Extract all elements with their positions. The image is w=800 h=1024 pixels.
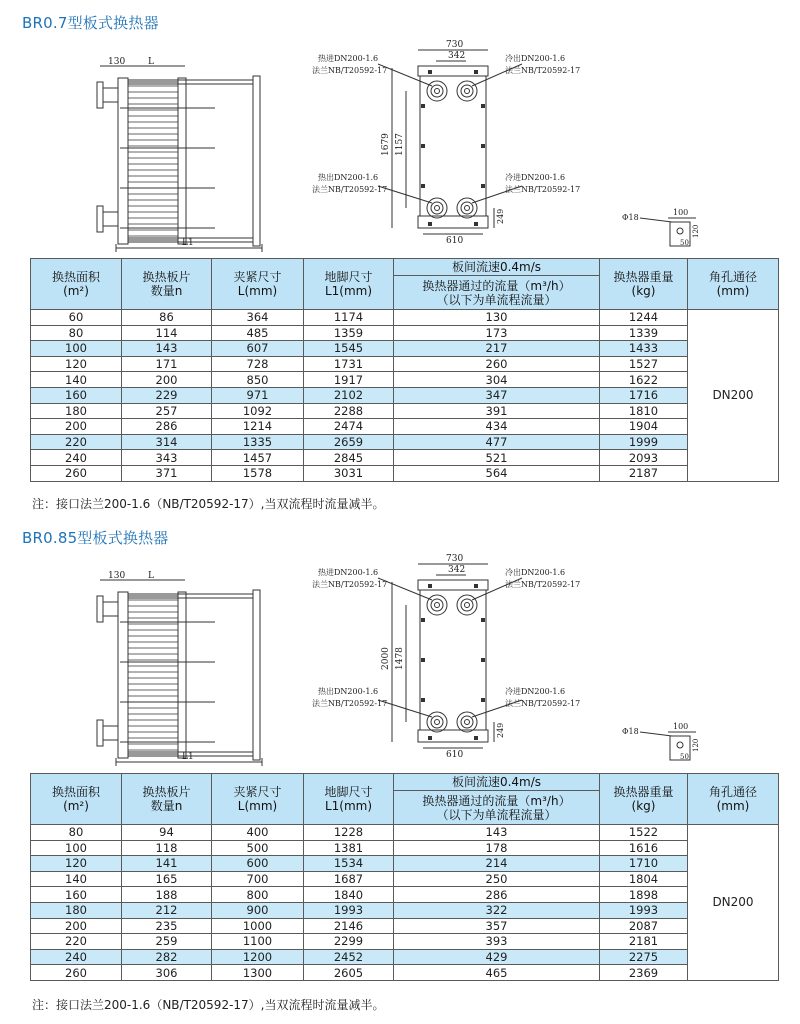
- cell-weight: 1904: [600, 419, 688, 435]
- header-weight: 换热器重量 (kg): [600, 259, 688, 310]
- label-hot-out-flange: 法兰NB/T20592-17: [312, 699, 388, 708]
- label-cold-in: 冷进DN200-1.6: [505, 687, 566, 696]
- cell-weight: 1993: [600, 902, 688, 918]
- table-row: [31, 356, 779, 372]
- cell-plates: 171: [122, 356, 212, 372]
- dim-L1: L1: [182, 752, 194, 762]
- cell-foot: 1840: [304, 887, 394, 903]
- cell-flow: 304: [394, 372, 600, 388]
- cell-weight: 1710: [600, 856, 688, 872]
- footnote-br085: 注：接口法兰200-1.6（NB/T20592-17）,当双流程时流量减半。: [32, 998, 385, 1012]
- label-cold-in-flange: 法兰NB/T20592-17: [505, 185, 581, 194]
- cell-plates: 118: [122, 840, 212, 856]
- section-title-br07: BR0.7型板式换热器: [22, 14, 159, 32]
- cell-clamp: 1092: [212, 403, 304, 419]
- cell-plates: 286: [122, 419, 212, 435]
- cell-flow: 429: [394, 949, 600, 965]
- table-row: [31, 887, 779, 903]
- cell-clamp: 971: [212, 387, 304, 403]
- cell-foot: 1381: [304, 840, 394, 856]
- table-row: [31, 840, 779, 856]
- label-hot-in: 热进DN200-1.6: [318, 54, 379, 63]
- label-hot-in: 热进DN200-1.6: [318, 568, 379, 577]
- cell-area: 200: [31, 419, 122, 435]
- cell-weight: 2275: [600, 949, 688, 965]
- cell-area: 80: [31, 325, 122, 341]
- table-row: [31, 918, 779, 934]
- cell-weight: 1244: [600, 310, 688, 326]
- cell-flow: 130: [394, 310, 600, 326]
- dim-730: 730: [446, 40, 464, 50]
- cell-clamp: 1578: [212, 465, 304, 481]
- cell-flow: 250: [394, 871, 600, 887]
- cell-clamp: 607: [212, 341, 304, 357]
- dim-L: L: [148, 57, 154, 67]
- header-area: 换热面积 (m²): [31, 259, 122, 310]
- dim-50: 50: [680, 239, 689, 247]
- cell-area: 140: [31, 372, 122, 388]
- cell-clamp: 1300: [212, 965, 304, 981]
- cell-area: 180: [31, 902, 122, 918]
- cell-flow: 477: [394, 434, 600, 450]
- cell-plates: 343: [122, 450, 212, 466]
- cell-weight: 1522: [600, 825, 688, 841]
- dim-L: L: [148, 571, 154, 581]
- side-view: [97, 571, 262, 766]
- cell-foot: 1993: [304, 902, 394, 918]
- dim-50: 50: [680, 753, 689, 761]
- cell-plates: 235: [122, 918, 212, 934]
- cell-area: 80: [31, 825, 122, 841]
- cell-clamp: 728: [212, 356, 304, 372]
- header-foot: 地脚尺寸 L1(mm): [304, 774, 394, 825]
- label-hot-out: 热出DN200-1.6: [318, 687, 379, 696]
- cell-weight: 2187: [600, 465, 688, 481]
- table-row: [31, 434, 779, 450]
- dim-610: 610: [446, 750, 464, 760]
- label-cold-out-flange: 法兰NB/T20592-17: [505, 580, 581, 589]
- dim-phi18: Φ18: [622, 727, 639, 736]
- cell-foot: 1534: [304, 856, 394, 872]
- cell-flow: 465: [394, 965, 600, 981]
- dim-249: 249: [496, 722, 505, 738]
- label-hot-in-flange: 法兰NB/T20592-17: [312, 66, 388, 75]
- cell-plates: 314: [122, 434, 212, 450]
- header-clamp: 夹紧尺寸 L(mm): [212, 259, 304, 310]
- header-flow: 换热器通过的流量（m³/h） （以下为单流程流量）: [394, 791, 600, 825]
- label-cold-in-flange: 法兰NB/T20592-17: [505, 699, 581, 708]
- spec-table-br085: [30, 773, 779, 981]
- dim-100: 100: [673, 208, 689, 217]
- cell-clamp: 700: [212, 871, 304, 887]
- header-plates: 换热板片 数量n: [122, 774, 212, 825]
- foot-detail: [622, 722, 700, 761]
- cell-plates: 282: [122, 949, 212, 965]
- dim-L1: L1: [182, 238, 194, 248]
- dim-249: 249: [496, 208, 505, 224]
- header-clamp: 夹紧尺寸 L(mm): [212, 774, 304, 825]
- cell-flow: 217: [394, 341, 600, 357]
- dim-130: 130: [108, 571, 126, 581]
- table-row: [31, 465, 779, 481]
- cell-foot: 1174: [304, 310, 394, 326]
- cell-foot: 2659: [304, 434, 394, 450]
- cell-foot: 1228: [304, 825, 394, 841]
- label-hot-out: 热出DN200-1.6: [318, 173, 379, 182]
- header-plates: 换热板片 数量n: [122, 259, 212, 310]
- cell-weight: 2093: [600, 450, 688, 466]
- table-row: [31, 450, 779, 466]
- cell-weight: 1527: [600, 356, 688, 372]
- drawing-br085: [0, 550, 800, 772]
- cell-foot: 2845: [304, 450, 394, 466]
- cell-flow: 521: [394, 450, 600, 466]
- cell-weight: 1804: [600, 871, 688, 887]
- cell-foot: 2102: [304, 387, 394, 403]
- front-view: [378, 554, 522, 760]
- cell-clamp: 1335: [212, 434, 304, 450]
- drawing-br07: [0, 36, 800, 258]
- cell-clamp: 485: [212, 325, 304, 341]
- dim-1478: 1478: [395, 647, 405, 670]
- spec-table-br07: [30, 258, 779, 482]
- cell-foot: 1731: [304, 356, 394, 372]
- dim-342: 342: [448, 51, 466, 61]
- cell-area: 100: [31, 341, 122, 357]
- table-row: [31, 934, 779, 950]
- cell-flow: 322: [394, 902, 600, 918]
- table-body: [31, 825, 779, 981]
- label-cold-in: 冷进DN200-1.6: [505, 173, 566, 182]
- table-row: [31, 341, 779, 357]
- footnote-br07: 注：接口法兰200-1.6（NB/T20592-17）,当双流程时流量减半。: [32, 497, 385, 511]
- cell-foot: 2605: [304, 965, 394, 981]
- cell-area: 200: [31, 918, 122, 934]
- cell-plates: 229: [122, 387, 212, 403]
- cell-weight: 1999: [600, 434, 688, 450]
- dim-2000: 2000: [381, 647, 391, 670]
- cell-area: 240: [31, 450, 122, 466]
- cell-foot: 3031: [304, 465, 394, 481]
- header-port: 角孔通径 (mm): [688, 259, 779, 310]
- foot-detail: [622, 208, 700, 247]
- table-row: [31, 387, 779, 403]
- cell-weight: 2181: [600, 934, 688, 950]
- cell-port-dn: DN200: [688, 825, 779, 981]
- cell-flow: 260: [394, 356, 600, 372]
- label-cold-out: 冷出DN200-1.6: [505, 568, 566, 577]
- dim-120: 120: [692, 224, 700, 238]
- cell-clamp: 1000: [212, 918, 304, 934]
- label-hot-in-flange: 法兰NB/T20592-17: [312, 580, 388, 589]
- table-row: [31, 902, 779, 918]
- table-row: [31, 871, 779, 887]
- cell-foot: 1545: [304, 341, 394, 357]
- cell-area: 220: [31, 434, 122, 450]
- cell-clamp: 1100: [212, 934, 304, 950]
- cell-flow: 173: [394, 325, 600, 341]
- cell-flow: 143: [394, 825, 600, 841]
- cell-clamp: 1214: [212, 419, 304, 435]
- cell-port-dn: DN200: [688, 310, 779, 482]
- cell-plates: 141: [122, 856, 212, 872]
- cell-flow: 391: [394, 403, 600, 419]
- cell-area: 220: [31, 934, 122, 950]
- dim-1157: 1157: [395, 133, 405, 156]
- cell-foot: 2452: [304, 949, 394, 965]
- dim-130: 130: [108, 57, 126, 67]
- cell-clamp: 364: [212, 310, 304, 326]
- cell-clamp: 400: [212, 825, 304, 841]
- dim-1679: 1679: [381, 133, 391, 156]
- cell-flow: 393: [394, 934, 600, 950]
- front-view: [378, 40, 522, 246]
- cell-area: 100: [31, 840, 122, 856]
- cell-area: 160: [31, 387, 122, 403]
- cell-area: 240: [31, 949, 122, 965]
- cell-foot: 1917: [304, 372, 394, 388]
- cell-plates: 165: [122, 871, 212, 887]
- dim-610: 610: [446, 236, 464, 246]
- cell-flow: 357: [394, 918, 600, 934]
- table-row: [31, 856, 779, 872]
- cell-clamp: 500: [212, 840, 304, 856]
- dim-phi18: Φ18: [622, 213, 639, 222]
- header-weight: 换热器重量 (kg): [600, 774, 688, 825]
- cell-weight: 2369: [600, 965, 688, 981]
- cell-weight: 1898: [600, 887, 688, 903]
- cell-plates: 86: [122, 310, 212, 326]
- cell-area: 140: [31, 871, 122, 887]
- cell-foot: 2299: [304, 934, 394, 950]
- cell-clamp: 850: [212, 372, 304, 388]
- cell-foot: 1359: [304, 325, 394, 341]
- cell-weight: 2087: [600, 918, 688, 934]
- cell-flow: 434: [394, 419, 600, 435]
- cell-area: 260: [31, 965, 122, 981]
- label-hot-out-flange: 法兰NB/T20592-17: [312, 185, 388, 194]
- cell-foot: 2288: [304, 403, 394, 419]
- drawing-svg-br07: [0, 36, 800, 258]
- cell-area: 160: [31, 887, 122, 903]
- header-flow-top: 板间流速0.4m/s: [394, 774, 600, 791]
- section-title-br085: BR0.85型板式换热器: [22, 529, 169, 547]
- cell-weight: 1433: [600, 341, 688, 357]
- table-body: [31, 310, 779, 482]
- cell-plates: 94: [122, 825, 212, 841]
- cell-plates: 200: [122, 372, 212, 388]
- table-row: [31, 419, 779, 435]
- cell-area: 120: [31, 356, 122, 372]
- cell-clamp: 1200: [212, 949, 304, 965]
- cell-clamp: 1457: [212, 450, 304, 466]
- cell-weight: 1339: [600, 325, 688, 341]
- table-row: [31, 825, 779, 841]
- cell-plates: 143: [122, 341, 212, 357]
- cell-plates: 114: [122, 325, 212, 341]
- cell-clamp: 800: [212, 887, 304, 903]
- header-flow: 换热器通过的流量（m³/h） （以下为单流程流量）: [394, 276, 600, 310]
- cell-area: 260: [31, 465, 122, 481]
- cell-flow: 564: [394, 465, 600, 481]
- cell-clamp: 900: [212, 902, 304, 918]
- cell-plates: 188: [122, 887, 212, 903]
- cell-plates: 306: [122, 965, 212, 981]
- cell-clamp: 600: [212, 856, 304, 872]
- cell-area: 120: [31, 856, 122, 872]
- header-flow-top: 板间流速0.4m/s: [394, 259, 600, 276]
- cell-foot: 2146: [304, 918, 394, 934]
- header-port: 角孔通径 (mm): [688, 774, 779, 825]
- cell-flow: 286: [394, 887, 600, 903]
- cell-plates: 257: [122, 403, 212, 419]
- side-view: [97, 57, 262, 252]
- label-cold-out: 冷出DN200-1.6: [505, 54, 566, 63]
- cell-flow: 178: [394, 840, 600, 856]
- dim-120: 120: [692, 738, 700, 752]
- cell-weight: 1622: [600, 372, 688, 388]
- header-area: 换热面积 (m²): [31, 774, 122, 825]
- dim-730: 730: [446, 554, 464, 564]
- cell-foot: 1687: [304, 871, 394, 887]
- dim-342: 342: [448, 565, 466, 575]
- cell-flow: 347: [394, 387, 600, 403]
- cell-foot: 2474: [304, 419, 394, 435]
- table-row: [31, 403, 779, 419]
- header-foot: 地脚尺寸 L1(mm): [304, 259, 394, 310]
- table-row: [31, 310, 779, 326]
- cell-weight: 1810: [600, 403, 688, 419]
- cell-area: 180: [31, 403, 122, 419]
- cell-weight: 1716: [600, 387, 688, 403]
- cell-plates: 371: [122, 465, 212, 481]
- table-row: [31, 325, 779, 341]
- cell-plates: 259: [122, 934, 212, 950]
- cell-flow: 214: [394, 856, 600, 872]
- cell-plates: 212: [122, 902, 212, 918]
- dim-100: 100: [673, 722, 689, 731]
- label-cold-out-flange: 法兰NB/T20592-17: [505, 66, 581, 75]
- cell-area: 60: [31, 310, 122, 326]
- table-row: [31, 949, 779, 965]
- drawing-svg-br085: [0, 550, 800, 772]
- cell-weight: 1616: [600, 840, 688, 856]
- table-row: [31, 372, 779, 388]
- table-row: [31, 965, 779, 981]
